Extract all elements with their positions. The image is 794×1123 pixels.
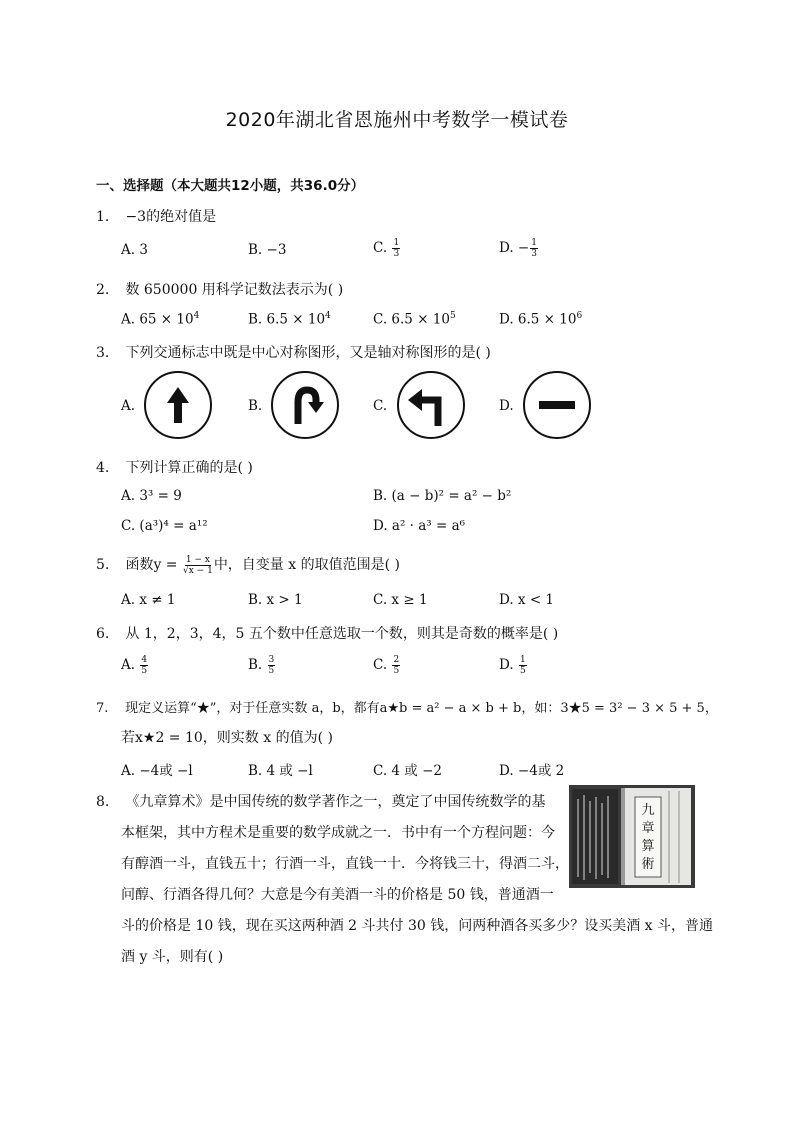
question-stem: 下列计算正确的是( ) bbox=[125, 460, 253, 476]
option-d[interactable]: D. −4或 2 bbox=[499, 763, 565, 779]
fraction: $\frac{1 - x}{√x - 1}$ bbox=[183, 554, 213, 576]
question-8-line-2: 本框架，其中方程术是重要的数学成就之一．书中有一个方程问题：今 bbox=[121, 825, 555, 841]
option-b[interactable]: B. (a − b)² = a² − b² bbox=[373, 488, 512, 504]
option-a[interactable]: A. $\frac{4}{5}$ bbox=[121, 655, 148, 676]
fraction: $\frac{4}{5}$ bbox=[141, 655, 148, 676]
fraction: $\frac{1}{3}$ bbox=[531, 238, 537, 259]
question-stem: 数 650000 用科学记数法表示为( ) bbox=[125, 282, 344, 298]
question-3 bbox=[96, 342, 491, 362]
page-title: 2020年湖北省恩施州中考数学一模试卷 bbox=[225, 109, 569, 131]
question-number: 6. bbox=[96, 626, 110, 642]
question-6 bbox=[96, 623, 558, 643]
question-stem-line-1: 《九章算术》是中国传统的数学著作之一，奠定了中国传统数学的基 bbox=[125, 794, 546, 810]
straight-arrow-sign-icon[interactable] bbox=[143, 370, 213, 440]
book-title-char: 算 bbox=[641, 839, 655, 854]
question-7-line-2: 若x★2 = 10，则实数 x 的值为( ) bbox=[121, 730, 333, 746]
book-title-char: 章 bbox=[641, 821, 655, 836]
question-5 bbox=[96, 554, 400, 576]
question-8-line-3: 有醇酒一斗，直钱五十；行酒一斗，直钱一十．今将钱三十，得酒二斗， bbox=[121, 856, 569, 872]
option-d[interactable]: D. x < 1 bbox=[499, 592, 555, 608]
option-d[interactable]: D. a² · a³ = a⁶ bbox=[373, 518, 466, 534]
question-7 bbox=[96, 697, 718, 716]
question-8-line-6: 酒 y 斗，则有( ) bbox=[121, 949, 224, 965]
book-title-char: 九 bbox=[641, 803, 655, 818]
option-d[interactable] bbox=[499, 238, 539, 259]
option-c[interactable]: C. (a³)⁴ = a¹² bbox=[121, 518, 208, 534]
option-label: C. bbox=[373, 240, 392, 256]
question-number: 7. bbox=[96, 701, 109, 716]
question-stem: −3的绝对值是 bbox=[125, 209, 217, 225]
question-stem-post: 中，自变量 x 的取值范围是( ) bbox=[213, 557, 400, 573]
question-4 bbox=[96, 457, 253, 477]
question-2 bbox=[96, 279, 343, 299]
question-number: 1. bbox=[96, 209, 110, 225]
question-stem-line-1: 现定义运算“★”，对于任意实数 a，b，都有a★b = a² − a × b + b，如：3★5 = 3² − 3 × 5 + 5， bbox=[125, 701, 718, 716]
question-8 bbox=[96, 791, 545, 811]
option-a[interactable]: A. 3³ = 9 bbox=[121, 488, 182, 504]
option-label: D. − bbox=[499, 240, 530, 256]
question-8-line-4: 问醇、行酒各得几何？大意是今有美酒一斗的价格是 50 钱，普通酒一 bbox=[121, 887, 554, 903]
option-a[interactable]: A. x ≠ 1 bbox=[121, 592, 176, 608]
fraction: $\frac{3}{5}$ bbox=[268, 655, 275, 676]
option-b[interactable]: B. x > 1 bbox=[248, 592, 303, 608]
option-c[interactable]: C. x ≥ 1 bbox=[373, 592, 428, 608]
left-turn-sign-icon[interactable] bbox=[396, 370, 466, 440]
no-entry-sign-icon[interactable] bbox=[522, 370, 592, 440]
option-b[interactable]: B. 4 或 −l bbox=[248, 763, 313, 779]
question-number: 5. bbox=[96, 557, 110, 573]
option-a[interactable]: A. $65 \times 10^4$ bbox=[121, 311, 200, 328]
option-b[interactable]: B. bbox=[248, 398, 263, 414]
option-c[interactable]: C. $6.5 \times 10^5$ bbox=[373, 311, 456, 328]
option-a[interactable]: A. −4或 −l bbox=[121, 763, 193, 779]
question-stem: 下列交通标志中既是中心对称图形，又是轴对称图形的是( ) bbox=[125, 345, 491, 361]
option-d[interactable]: D. bbox=[499, 398, 514, 414]
option-c[interactable]: C. 4 或 −2 bbox=[373, 763, 443, 779]
option-b[interactable]: B. −3 bbox=[248, 242, 287, 258]
question-1 bbox=[96, 206, 216, 226]
question-number: 3. bbox=[96, 345, 110, 361]
option-d[interactable]: D. $6.5 \times 10^6$ bbox=[499, 311, 583, 328]
fraction: $\frac{1}{5}$ bbox=[519, 655, 526, 676]
question-number: 2. bbox=[96, 282, 110, 298]
option-b[interactable]: B. $\frac{3}{5}$ bbox=[248, 655, 275, 676]
option-c[interactable] bbox=[373, 238, 401, 259]
section-heading: 一、选择题（本大题共12小题，共36.0分） bbox=[96, 178, 365, 194]
question-stem: 从 1，2，3，4，5 五个数中任意选取一个数，则其是奇数的概率是( ) bbox=[125, 626, 559, 642]
book-title-char: 術 bbox=[641, 857, 655, 872]
u-turn-sign-icon[interactable] bbox=[270, 370, 340, 440]
option-a[interactable]: A. 3 bbox=[121, 242, 148, 258]
option-d[interactable]: D. $\frac{1}{5}$ bbox=[499, 655, 526, 676]
question-stem-pre: 函数y = bbox=[125, 557, 182, 573]
question-number: 8. bbox=[96, 794, 110, 810]
book-photo-image bbox=[569, 785, 695, 888]
question-8-line-5: 斗的价格是 10 钱，现在买这两种酒 2 斗共付 30 钱，问两种酒各买多少？设买美酒 x 斗，普通 bbox=[121, 918, 714, 934]
option-a[interactable]: A. bbox=[121, 398, 136, 414]
option-c[interactable]: C. bbox=[373, 398, 388, 414]
option-b[interactable]: B. $6.5 \times 10^4$ bbox=[248, 311, 331, 328]
fraction: $\frac{2}{5}$ bbox=[393, 655, 400, 676]
question-number: 4. bbox=[96, 460, 110, 476]
option-c[interactable]: C. $\frac{2}{5}$ bbox=[373, 655, 400, 676]
fraction: $\frac{1}{3}$ bbox=[393, 238, 400, 259]
